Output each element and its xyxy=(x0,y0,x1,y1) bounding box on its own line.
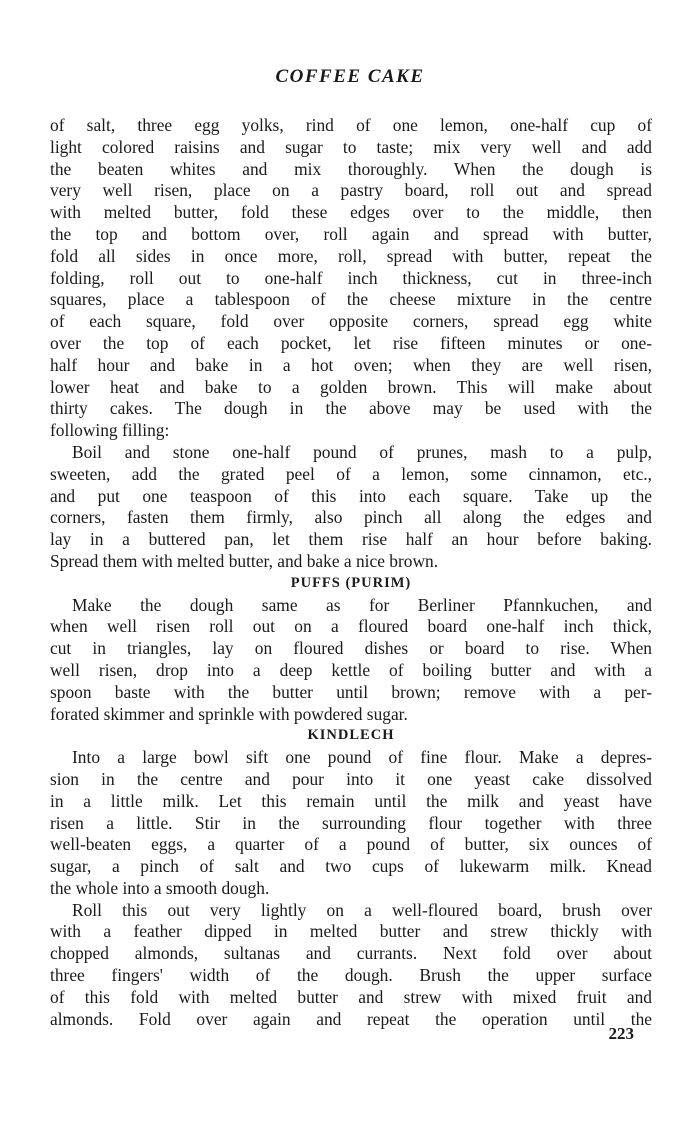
text-line: squares, place a tablespoon of the cheese mixture in the centre xyxy=(50,289,652,310)
text-line: with a feather dipped in melted butter and strew thickly with xyxy=(50,921,652,942)
text-line: following filling: xyxy=(50,420,170,441)
page-number: 223 xyxy=(608,1024,634,1043)
text-line: cut in triangles, lay on floured dishes or board to rise. When xyxy=(50,638,652,659)
text-line: when well risen roll out on a floured board one-half inch thick, xyxy=(50,616,652,637)
text-line: folding, roll out to one-half inch thickness, cut in three-inch xyxy=(50,267,652,288)
text-line: well risen, drop into a deep kettle of boiling butter and with a xyxy=(50,659,652,680)
paragraph-continuation xyxy=(50,115,652,442)
text-line: light colored raisins and sugar to taste; mix very well and add xyxy=(50,136,652,157)
text-line: Roll this out very lightly on a well-floured board, brush over xyxy=(72,899,652,920)
running-head: COFFEE CAKE xyxy=(275,66,425,87)
text-line: over the top of each pocket, let rise fifteen minutes or one- xyxy=(50,332,652,353)
text-line: the top and bottom over, roll again and spread with butter, xyxy=(50,223,652,244)
text-line: corners, fasten them firmly, also pinch all along the edges and xyxy=(50,507,652,528)
text-line: spoon baste with the butter until brown; remove with a per- xyxy=(50,681,652,702)
text-line: of salt, three egg yolks, rind of one lemon, one-half cup of xyxy=(50,115,652,135)
text-line: and put one teaspoon of this into each square. Take up the xyxy=(50,485,652,506)
text-line: lower heat and bake to a golden brown. This will make about xyxy=(50,376,652,397)
paragraph-puffs xyxy=(50,595,652,726)
body-text xyxy=(50,115,652,1030)
text-line: sugar, a pinch of salt and two cups of lukewarm milk. Knead xyxy=(50,856,652,877)
text-line: very well risen, place on a pastry board, roll out and spread xyxy=(50,180,652,201)
text-line: Make the dough same as for Berliner Pfannkuchen, and xyxy=(72,594,652,615)
text-line: thirty cakes. The dough in the above may be used with the xyxy=(50,398,652,419)
text-line: the beaten whites and mix thoroughly. When the dough is xyxy=(50,158,652,179)
recipe-heading-kindlech: KINDLECH xyxy=(307,727,395,744)
text-line: of each square, fold over opposite corners, spread egg white xyxy=(50,311,652,332)
recipe-heading-puffs: PUFFS (PURIM) xyxy=(290,574,412,591)
text-line: forated skimmer and sprinkle with powdered sugar. xyxy=(50,703,408,724)
text-line: Into a large bowl sift one pound of fine flour. Make a depres- xyxy=(72,747,652,768)
text-line: lay in a buttered pan, let them rise half an hour before baking. xyxy=(50,529,652,550)
text-line: sweeten, add the grated peel of a lemon, some cinnamon, etc., xyxy=(50,463,652,484)
paragraph-kindlech-dough xyxy=(50,747,652,900)
text-line: Spread them with melted butter, and bake a nice brown. xyxy=(50,550,439,571)
paragraph-kindlech-rolling xyxy=(50,900,652,1031)
text-line: risen a little. Stir in the surrounding flour together with three xyxy=(50,812,652,833)
text-line: well-beaten eggs, a quarter of a pound of butter, six ounces of xyxy=(50,834,652,855)
text-line: of this fold with melted butter and strew with mixed fruit and xyxy=(50,986,652,1007)
text-line: Boil and stone one-half pound of prunes, mash to a pulp, xyxy=(72,441,652,462)
text-line: three fingers' width of the dough. Brush the upper surface xyxy=(50,965,652,986)
text-line: sion in the centre and pour into it one yeast cake dissolved xyxy=(50,768,652,789)
text-line: chopped almonds, sultanas and currants. Next fold over about xyxy=(50,943,652,964)
text-line: with melted butter, fold these edges over to the middle, then xyxy=(50,202,652,223)
text-line: almonds. Fold over again and repeat the operation until the xyxy=(50,1008,652,1029)
text-line: fold all sides in once more, roll, spread with butter, repeat the xyxy=(50,245,652,266)
text-line: half hour and bake in a hot oven; when they are well risen, xyxy=(50,354,652,375)
text-line: in a little milk. Let this remain until the milk and yeast have xyxy=(50,790,652,811)
text-line: the whole into a smooth dough. xyxy=(50,877,270,898)
paragraph-prune-filling xyxy=(50,442,652,573)
